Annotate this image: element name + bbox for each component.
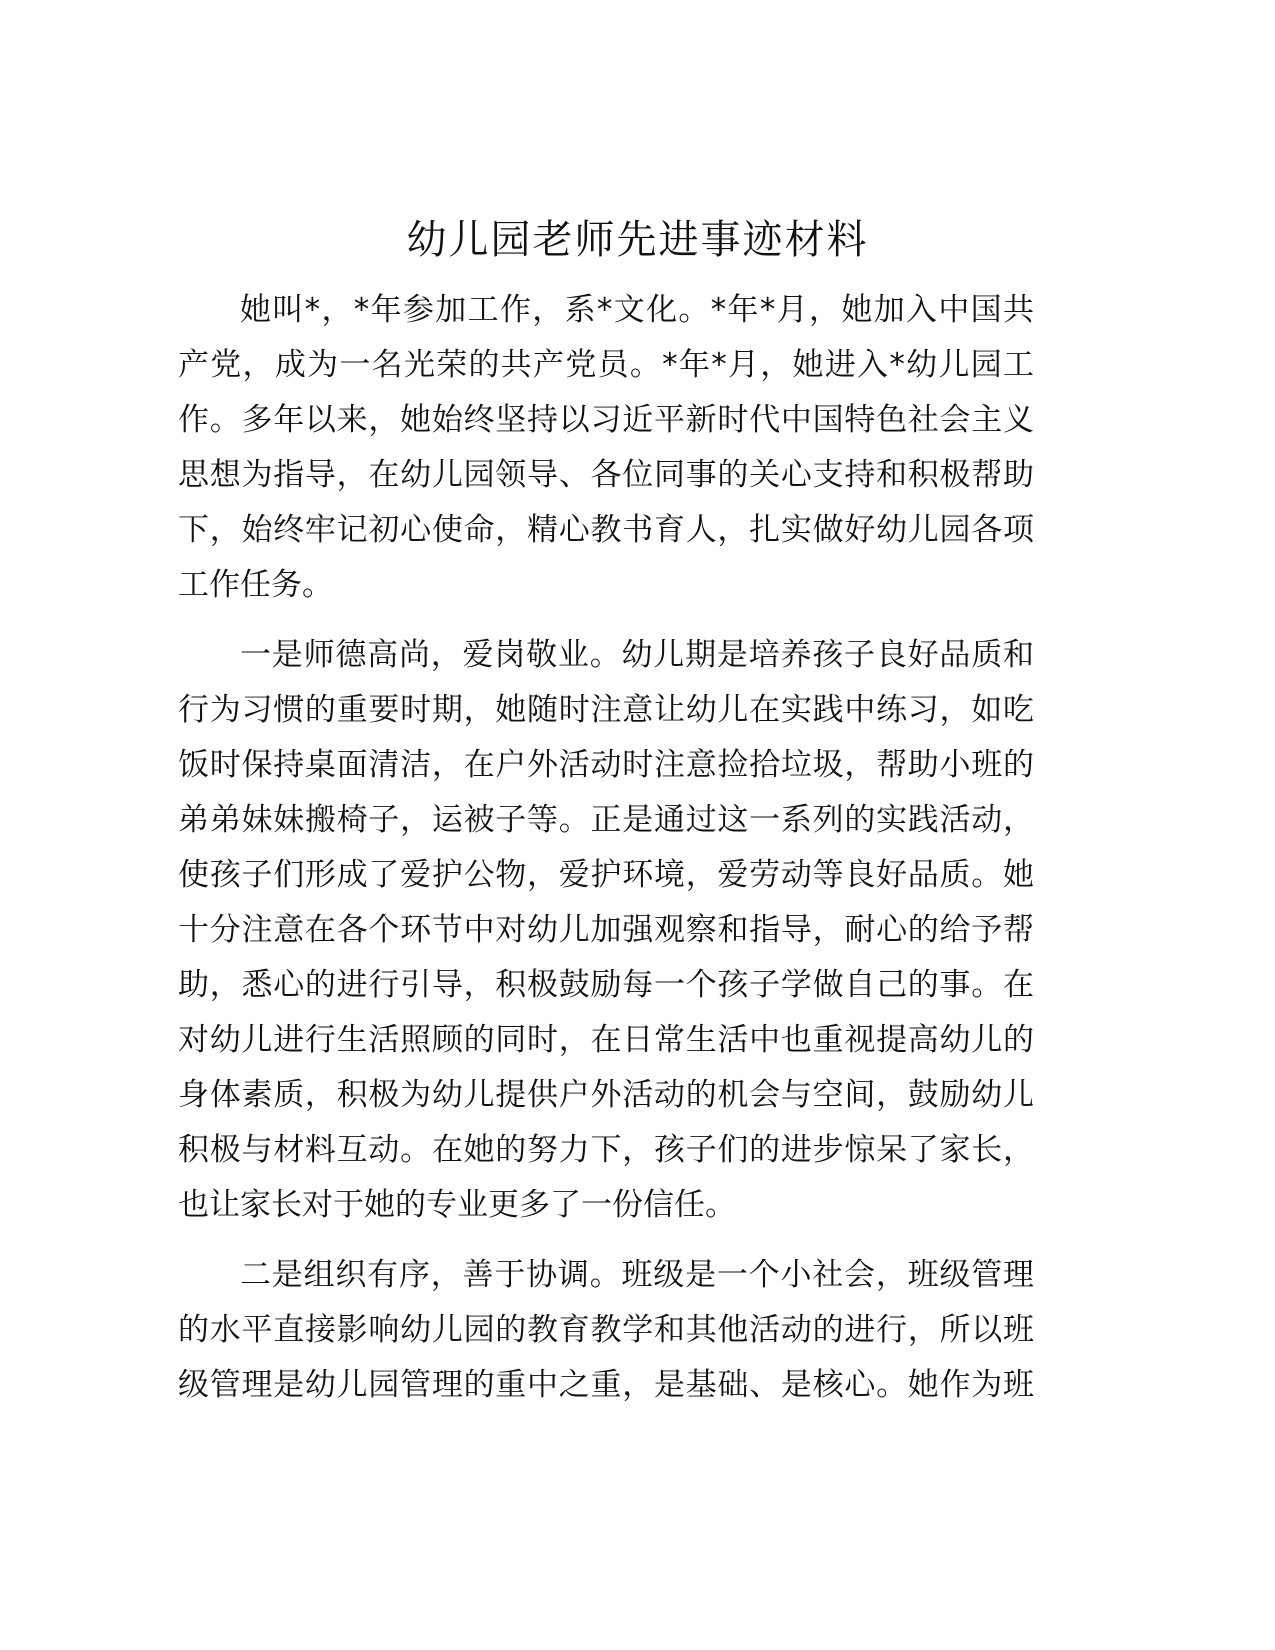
text-line: 使孩子们形成了爱护公物，爱护环境，爱劳动等良好品质。她 bbox=[178, 857, 1034, 893]
text-line: 弟弟妹妹搬椅子，运被子等。正是通过这一系列的实践活动， bbox=[178, 802, 1034, 838]
document-title: 幼儿园老师先进事迹材料 bbox=[406, 217, 869, 263]
text-line: 她叫*，*年参加工作，系*文化。*年*月，她加入中国共 bbox=[240, 292, 1034, 328]
text-line: 积极与材料互动。在她的努力下，孩子们的进步惊呆了家长， bbox=[178, 1132, 1034, 1168]
text-line: 饭时保持桌面清洁，在户外活动时注意捡拾垃圾，帮助小班的 bbox=[178, 747, 1034, 783]
text-line: 一是师德高尚，爱岗敬业。幼儿期是培养孩子良好品质和 bbox=[240, 637, 1034, 673]
text-line: 对幼儿进行生活照顾的同时，在日常生活中也重视提高幼儿的 bbox=[178, 1022, 1034, 1058]
text-line: 下，始终牢记初心使命，精心教书育人，扎实做好幼儿园各项 bbox=[178, 512, 1034, 548]
paragraph-section-2 bbox=[178, 1248, 1034, 1413]
paragraph-section-1 bbox=[178, 628, 1034, 1233]
text-line: 级管理是幼儿园管理的重中之重，是基础、是核心。她作为班 bbox=[178, 1367, 1034, 1403]
text-line: 工作任务。 bbox=[178, 567, 333, 603]
text-line: 二是组织有序，善于协调。班级是一个小社会，班级管理 bbox=[240, 1257, 1034, 1293]
text-line: 也让家长对于她的专业更多了一份信任。 bbox=[178, 1187, 736, 1223]
text-line: 十分注意在各个环节中对幼儿加强观察和指导，耐心的给予帮 bbox=[178, 912, 1034, 948]
text-line: 身体素质，积极为幼儿提供户外活动的机会与空间，鼓励幼儿 bbox=[178, 1077, 1034, 1113]
text-line: 思想为指导，在幼儿园领导、各位同事的关心支持和积极帮助 bbox=[178, 457, 1034, 493]
text-line: 的水平直接影响幼儿园的教育教学和其他活动的进行，所以班 bbox=[178, 1312, 1034, 1348]
text-line: 助，悉心的进行引导，积极鼓励每一个孩子学做自己的事。在 bbox=[178, 967, 1034, 1003]
text-line: 产党，成为一名光荣的共产党员。*年*月，她进入*幼儿园工 bbox=[178, 347, 1034, 383]
text-line: 作。多年以来，她始终坚持以习近平新时代中国特色社会主义 bbox=[178, 402, 1034, 438]
text-line: 行为习惯的重要时期，她随时注意让幼儿在实践中练习，如吃 bbox=[178, 692, 1034, 728]
paragraph-intro bbox=[178, 283, 1034, 613]
